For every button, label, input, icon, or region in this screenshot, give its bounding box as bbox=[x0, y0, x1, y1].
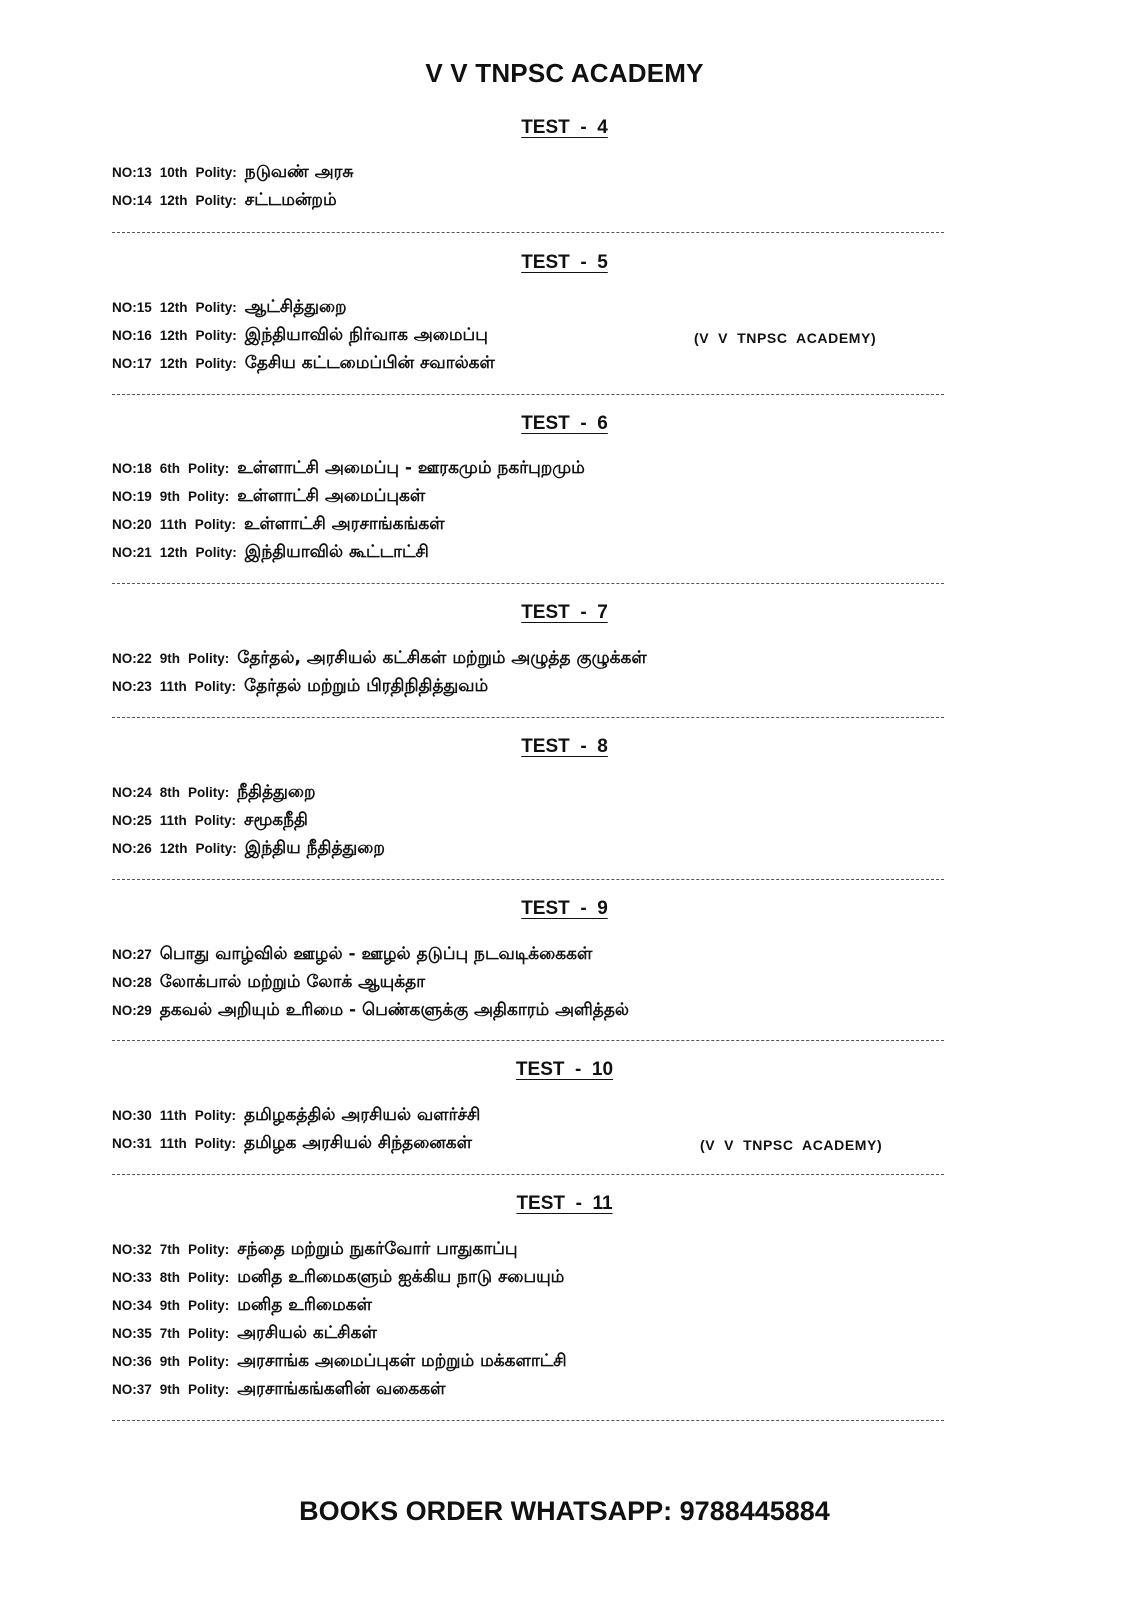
row-number: NO:24 bbox=[112, 785, 152, 800]
row-standard: 11th bbox=[159, 1108, 187, 1123]
syllabus-row bbox=[112, 1379, 445, 1403]
row-number: NO:28 bbox=[112, 975, 152, 990]
row-subject: Polity: bbox=[188, 1298, 230, 1313]
syllabus-row bbox=[112, 190, 337, 214]
test-6-heading: TEST - 6 bbox=[521, 413, 608, 434]
row-standard: 10th bbox=[159, 165, 188, 180]
syllabus-row bbox=[112, 1323, 377, 1347]
syllabus-row bbox=[112, 514, 445, 538]
syllabus-row bbox=[112, 1239, 518, 1263]
row-standard: 9th bbox=[159, 1354, 181, 1369]
syllabus-row bbox=[112, 838, 385, 862]
row-number: NO:27 bbox=[112, 947, 152, 962]
syllabus-row bbox=[112, 1351, 567, 1375]
row-standard: 12th bbox=[159, 356, 188, 371]
test-7-heading: TEST - 7 bbox=[521, 602, 608, 623]
row-number: NO:16 bbox=[112, 328, 152, 343]
syllabus-row bbox=[112, 1105, 480, 1129]
row-number: NO:34 bbox=[112, 1298, 152, 1313]
row-topic: நீதித்துறை bbox=[237, 782, 316, 802]
row-topic: மனித உரிமைகளும் ஐக்கிய நாடு சபையும் bbox=[237, 1267, 565, 1287]
row-number: NO:29 bbox=[112, 1003, 152, 1018]
row-topic: இந்தியாவில் நிர்வாக அமைப்பு bbox=[244, 325, 488, 345]
row-number: NO:20 bbox=[112, 517, 152, 532]
syllabus-row bbox=[112, 1000, 629, 1024]
row-standard: 6th bbox=[159, 461, 181, 476]
row-topic: சந்தை மற்றும் நுகர்வோர் பாதுகாப்பு bbox=[237, 1239, 518, 1259]
syllabus-row bbox=[112, 1133, 472, 1157]
syllabus-row bbox=[112, 542, 429, 566]
row-number: NO:31 bbox=[112, 1136, 152, 1151]
row-number: NO:15 bbox=[112, 300, 152, 315]
row-subject: Polity: bbox=[194, 1108, 237, 1123]
syllabus-row bbox=[112, 458, 585, 482]
academy-watermark: (V V TNPSC ACADEMY) bbox=[694, 330, 877, 346]
syllabus-row bbox=[112, 648, 647, 672]
row-topic: தேர்தல் மற்றும் பிரதிநிதித்துவம் bbox=[244, 676, 489, 696]
section-divider bbox=[112, 1420, 944, 1421]
syllabus-row bbox=[112, 1267, 564, 1291]
test-11-heading: TEST - 11 bbox=[516, 1193, 613, 1214]
row-topic: அரசாங்க அமைப்புகள் மற்றும் மக்களாட்சி bbox=[237, 1351, 567, 1371]
row-subject: Polity: bbox=[188, 1382, 230, 1397]
row-number: NO:37 bbox=[112, 1382, 152, 1397]
row-standard: 11th bbox=[159, 517, 187, 532]
row-subject: Polity: bbox=[195, 356, 237, 371]
row-standard: 8th bbox=[159, 1270, 181, 1285]
row-topic: பொது வாழ்வில் ஊழல் - ஊழல் தடுப்பு நடவடிக்கைகள் bbox=[159, 944, 593, 964]
row-standard: 12th bbox=[159, 300, 188, 315]
section-divider bbox=[112, 232, 944, 233]
row-standard: 9th bbox=[159, 1382, 181, 1397]
row-number: NO:22 bbox=[112, 651, 152, 666]
row-number: NO:13 bbox=[112, 165, 152, 180]
row-topic: சட்டமன்றம் bbox=[244, 190, 337, 210]
row-subject: Polity: bbox=[194, 1136, 237, 1151]
row-number: NO:25 bbox=[112, 813, 152, 828]
section-divider bbox=[112, 1174, 944, 1175]
row-topic: தமிழக அரசியல் சிந்தனைகள் bbox=[244, 1133, 473, 1153]
row-number: NO:32 bbox=[112, 1242, 152, 1257]
syllabus-row bbox=[112, 944, 592, 968]
row-subject: Polity: bbox=[195, 545, 237, 560]
row-standard: 12th bbox=[159, 193, 188, 208]
syllabus-row bbox=[112, 486, 425, 510]
row-subject: Polity: bbox=[194, 517, 237, 532]
syllabus-row bbox=[112, 676, 488, 700]
row-subject: Polity: bbox=[188, 785, 230, 800]
row-number: NO:36 bbox=[112, 1354, 152, 1369]
row-topic: ஆட்சித்துறை bbox=[244, 297, 347, 317]
row-standard: 11th bbox=[159, 1136, 187, 1151]
row-number: NO:14 bbox=[112, 193, 152, 208]
row-standard: 9th bbox=[159, 1298, 181, 1313]
row-standard: 11th bbox=[159, 679, 187, 694]
row-number: NO:23 bbox=[112, 679, 152, 694]
row-number: NO:21 bbox=[112, 545, 152, 560]
syllabus-row bbox=[112, 782, 316, 806]
syllabus-row bbox=[112, 1295, 372, 1319]
syllabus-row bbox=[112, 810, 308, 834]
row-number: NO:17 bbox=[112, 356, 152, 371]
row-subject: Polity: bbox=[188, 651, 230, 666]
row-topic: சமூகநீதி bbox=[244, 810, 308, 830]
section-divider bbox=[112, 879, 944, 880]
row-topic: தமிழகத்தில் அரசியல் வளர்ச்சி bbox=[244, 1105, 481, 1125]
row-topic: தேர்தல், அரசியல் கட்சிகள் மற்றும் அழுத்த குழுக்கள் bbox=[237, 648, 647, 668]
row-topic: உள்ளாட்சி அரசாங்கங்கள் bbox=[244, 514, 445, 534]
test-8-heading: TEST - 8 bbox=[521, 736, 608, 757]
row-standard: 12th bbox=[159, 545, 188, 560]
syllabus-row bbox=[112, 162, 353, 186]
row-topic: இந்தியாவில் கூட்டாட்சி bbox=[244, 542, 429, 562]
row-topic: மனித உரிமைகள் bbox=[237, 1295, 372, 1315]
row-number: NO:33 bbox=[112, 1270, 152, 1285]
row-standard: 12th bbox=[159, 328, 188, 343]
section-divider bbox=[112, 583, 944, 584]
row-subject: Polity: bbox=[188, 1354, 230, 1369]
academy-watermark: (V V TNPSC ACADEMY) bbox=[700, 1137, 883, 1153]
row-topic: தேசிய கட்டமைப்பின் சவால்கள் bbox=[244, 353, 495, 373]
row-subject: Polity: bbox=[188, 1326, 230, 1341]
row-topic: நடுவண் அரசு bbox=[244, 162, 354, 182]
row-subject: Polity: bbox=[188, 1242, 230, 1257]
row-subject: Polity: bbox=[195, 193, 237, 208]
row-standard: 7th bbox=[159, 1326, 181, 1341]
row-subject: Polity: bbox=[195, 841, 237, 856]
row-number: NO:26 bbox=[112, 841, 152, 856]
document-title: V V TNPSC ACADEMY bbox=[425, 58, 704, 88]
row-standard: 9th bbox=[159, 489, 181, 504]
section-divider bbox=[112, 1040, 944, 1041]
row-subject: Polity: bbox=[188, 489, 230, 504]
row-standard: 12th bbox=[159, 841, 188, 856]
syllabus-row bbox=[112, 325, 488, 349]
row-topic: அரசாங்கங்களின் வகைகள் bbox=[237, 1379, 446, 1399]
row-number: NO:30 bbox=[112, 1108, 152, 1123]
row-standard: 7th bbox=[159, 1242, 181, 1257]
row-subject: Polity: bbox=[194, 813, 237, 828]
syllabus-row bbox=[112, 297, 347, 321]
test-9-heading: TEST - 9 bbox=[521, 898, 608, 919]
row-topic: உள்ளாட்சி அமைப்புகள் bbox=[237, 486, 426, 506]
test-5-heading: TEST - 5 bbox=[521, 252, 608, 273]
row-topic: லோக்பால் மற்றும் லோக் ஆயுக்தா bbox=[159, 972, 426, 992]
row-subject: Polity: bbox=[195, 300, 237, 315]
row-number: NO:19 bbox=[112, 489, 152, 504]
row-topic: உள்ளாட்சி அமைப்பு - ஊரகமும் நகர்புறமும் bbox=[237, 458, 585, 478]
syllabus-row bbox=[112, 972, 425, 996]
section-divider bbox=[112, 394, 944, 395]
section-divider bbox=[112, 717, 944, 718]
test-4-heading: TEST - 4 bbox=[521, 117, 608, 138]
row-subject: Polity: bbox=[194, 679, 237, 694]
row-subject: Polity: bbox=[195, 165, 237, 180]
row-topic: தகவல் அறியும் உரிமை - பெண்களுக்கு அதிகாரம் அளித்தல் bbox=[159, 1000, 630, 1020]
row-standard: 9th bbox=[159, 651, 181, 666]
row-subject: Polity: bbox=[188, 461, 230, 476]
row-subject: Polity: bbox=[195, 328, 237, 343]
test-10-heading: TEST - 10 bbox=[515, 1059, 614, 1080]
row-topic: அரசியல் கட்சிகள் bbox=[237, 1323, 377, 1343]
row-standard: 8th bbox=[159, 785, 181, 800]
syllabus-row bbox=[112, 353, 495, 377]
row-standard: 11th bbox=[159, 813, 187, 828]
row-number: NO:18 bbox=[112, 461, 152, 476]
row-number: NO:35 bbox=[112, 1326, 152, 1341]
row-topic: இந்திய நீதித்துறை bbox=[244, 838, 385, 858]
footer-order-info: BOOKS ORDER WHATSAPP: 9788445884 bbox=[299, 1496, 830, 1526]
row-subject: Polity: bbox=[188, 1270, 230, 1285]
